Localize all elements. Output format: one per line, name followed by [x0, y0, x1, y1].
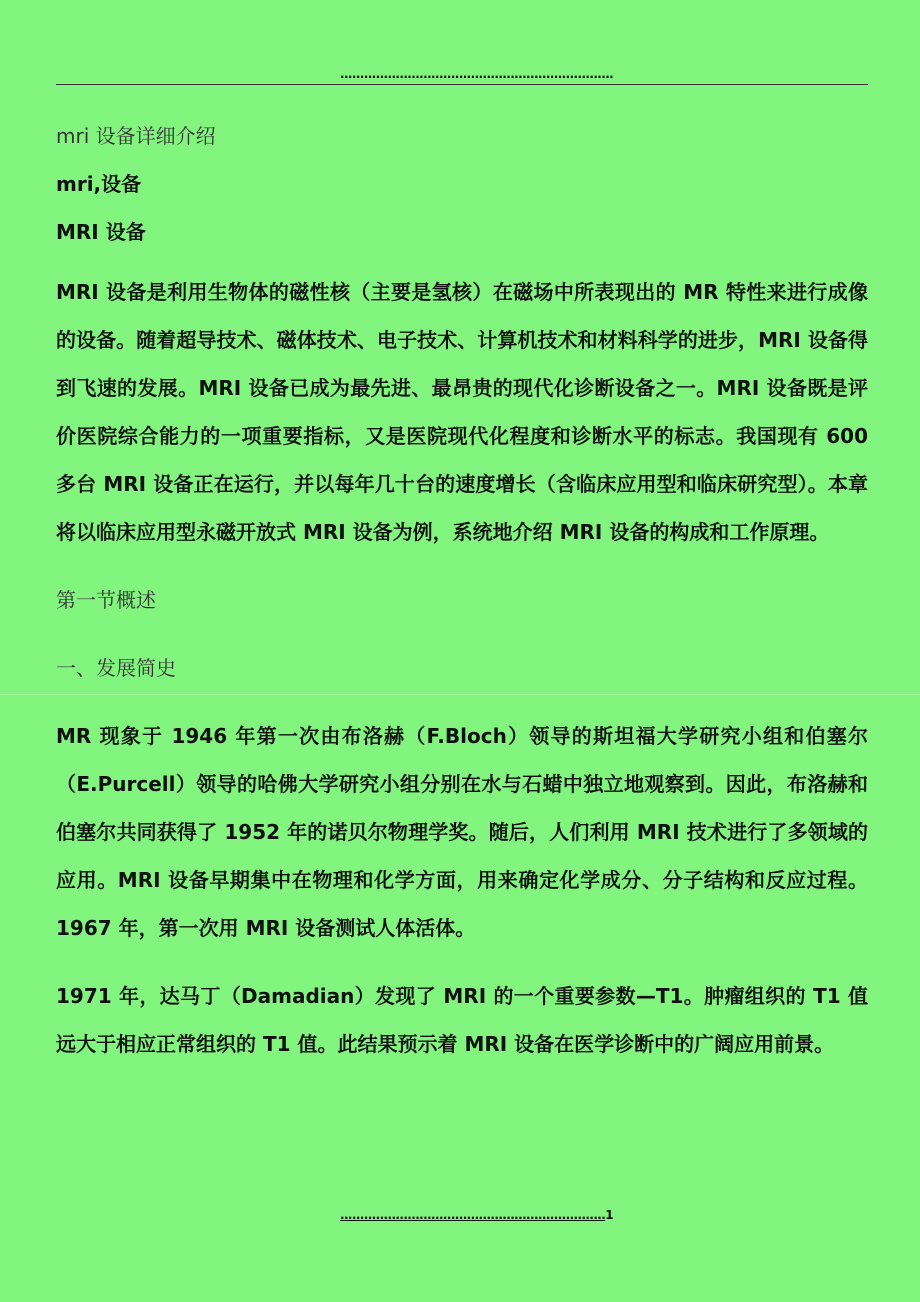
header-rule	[56, 84, 868, 85]
document-title: mri 设备详细介绍	[56, 124, 216, 148]
history-paragraph-2: 1971 年，达马丁（Damadian）发现了 MRI 的一个重要参数—T1。肿瘤组织的 T1 值远大于相应正常组织的 T1 值。此结果预示着 MRI 设备在医学诊断中的广阔应用前景。	[56, 984, 868, 1056]
header-dotted-line: .....................................................................	[340, 67, 614, 81]
document-body	[56, 112, 868, 1068]
history-paragraph-1: MR 现象于 1946 年第一次由布洛赫（F.Bloch）领导的斯坦福大学研究小组和伯塞尔（E.Purcell）领导的哈佛大学研究小组分别在水与石蜡中独立地观察到。因此，布洛赫和伯塞尔共同获得了 1952 年的诺贝尔物理学奖。随后，人们利用 MRI 技术进行了多领域的应用。MRI 设备早期集中在物理和化学方面，用来确定化学成分、分子结构和反应过程。1967 年，第一次用 MRI 设备测试人体活体。	[56, 724, 868, 940]
page-footer	[340, 1206, 614, 1224]
footer-dotted-line: ...................................................................	[340, 1208, 606, 1222]
intro-paragraph: MRI 设备是利用生物体的磁性核（主要是氢核）在磁场中所表现出的 MR 特性来进行成像的设备。随着超导技术、磁体技术、电子技术、计算机技术和材料科学的进步，MRI 设备得到飞速的发展。MRI 设备已成为最先进、最昂贵的现代化诊断设备之一。MRI 设备既是评价医院综合能力的一项重要指标，又是医院现代化程度和诊断水平的标志。我国现有 600 多台 MRI 设备正在运行，并以每年几十台的速度增长（含临床应用型和临床研究型）。本章将以临床应用型永磁开放式 MRI 设备为例，系统地介绍 MRI 设备的构成和工作原理。	[56, 280, 868, 544]
page-number: 1	[605, 1208, 614, 1222]
document-heading: MRI 设备	[56, 220, 146, 244]
subsection-title: 一、发展简史	[56, 656, 176, 680]
document-keywords: mri,设备	[56, 172, 142, 196]
section-title: 第一节概述	[56, 588, 156, 612]
